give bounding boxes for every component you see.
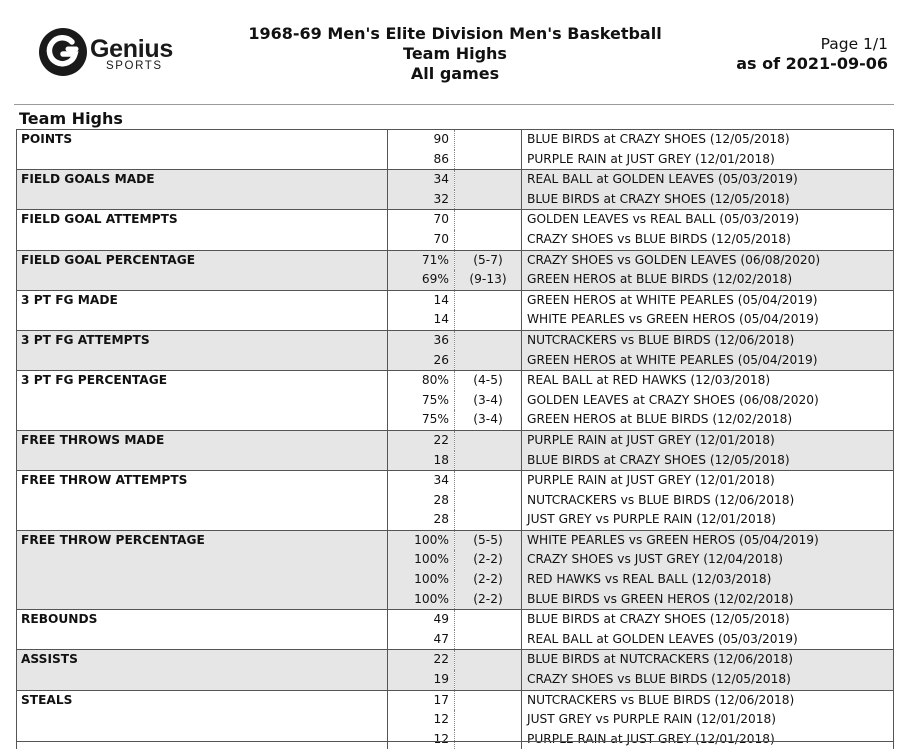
game-description: BLUE BIRDS at CRAZY SHOES (12/05/2018)	[522, 610, 894, 630]
stat-category	[17, 210, 894, 250]
title-report-name: Team Highs	[403, 44, 507, 63]
stat-value: 17	[388, 690, 455, 710]
category-label	[17, 670, 388, 690]
stat-detail	[455, 290, 522, 310]
game-description: REAL BALL at GOLDEN LEAVES (05/03/2019)	[522, 170, 894, 190]
category-label: ASSISTS	[17, 650, 388, 670]
title-scope: All games	[410, 64, 500, 83]
game-description: NUTCRACKERS vs BLUE BIRDS (12/06/2018)	[522, 690, 894, 710]
category-label: 3 PT FG ATTEMPTS	[17, 330, 388, 350]
stat-category	[17, 530, 894, 609]
game-description: PURPLE RAIN at JUST GREY (12/01/2018)	[522, 430, 894, 450]
stat-value: 28	[388, 491, 455, 511]
stat-detail	[455, 650, 522, 670]
stat-value: 47	[388, 630, 455, 650]
category-label: FREE THROWS MADE	[17, 430, 388, 450]
stat-category	[17, 430, 894, 470]
stat-value: 22	[388, 650, 455, 670]
category-label	[17, 730, 388, 749]
game-description: RED HAWKS vs REAL BALL (12/03/2018)	[522, 570, 894, 590]
stat-detail	[455, 491, 522, 511]
game-description: BLUE BIRDS vs GREEN HEROS (12/02/2018)	[522, 590, 894, 610]
stat-detail	[455, 210, 522, 230]
stat-detail: (5-5)	[455, 530, 522, 550]
stat-detail: (5-7)	[455, 250, 522, 270]
category-label: FIELD GOAL ATTEMPTS	[17, 210, 388, 230]
section-title: Team Highs	[19, 109, 123, 128]
genius-g-logo-icon	[38, 27, 88, 77]
stat-detail: (9-13)	[455, 270, 522, 290]
stat-category	[17, 290, 894, 330]
stat-value: 34	[388, 471, 455, 491]
as-of-date: as of 2021-09-06	[736, 54, 888, 73]
table-row	[17, 351, 894, 371]
stat-value: 12	[388, 710, 455, 730]
page-info	[736, 35, 888, 73]
game-description: GREEN HEROS at WHITE PEARLES (05/04/2019)	[522, 351, 894, 371]
stat-detail	[455, 130, 522, 150]
stat-value: 100%	[388, 570, 455, 590]
table-row	[17, 550, 894, 570]
stat-detail	[455, 310, 522, 330]
category-label	[17, 550, 388, 570]
table-row	[17, 670, 894, 690]
stat-detail	[455, 610, 522, 630]
stat-detail: (3-4)	[455, 410, 522, 430]
table-row	[17, 230, 894, 250]
category-label	[17, 710, 388, 730]
category-label	[17, 451, 388, 471]
game-description: GREEN HEROS at BLUE BIRDS (12/02/2018)	[522, 270, 894, 290]
stat-detail	[455, 451, 522, 471]
category-label	[17, 351, 388, 371]
stat-detail	[455, 430, 522, 450]
category-label	[17, 630, 388, 650]
game-description: BLUE BIRDS at NUTCRACKERS (12/06/2018)	[522, 650, 894, 670]
stat-detail	[455, 471, 522, 491]
game-description: CRAZY SHOES vs JUST GREY (12/04/2018)	[522, 550, 894, 570]
game-description: CRAZY SHOES vs GOLDEN LEAVES (06/08/2020)	[522, 250, 894, 270]
stat-detail: (3-4)	[455, 391, 522, 411]
stat-detail	[455, 710, 522, 730]
stat-value: 26	[388, 351, 455, 371]
category-label	[17, 310, 388, 330]
stat-value: 12	[388, 730, 455, 749]
category-label	[17, 491, 388, 511]
table-row	[17, 150, 894, 170]
table-row	[17, 690, 894, 710]
game-description: BLUE BIRDS at CRAZY SHOES (12/05/2018)	[522, 451, 894, 471]
category-label: REBOUNDS	[17, 610, 388, 630]
category-label: STEALS	[17, 690, 388, 710]
category-label	[17, 410, 388, 430]
stat-value: 14	[388, 290, 455, 310]
game-description: NUTCRACKERS vs BLUE BIRDS (12/06/2018)	[522, 330, 894, 350]
table-row	[17, 330, 894, 350]
game-description: BLUE BIRDS at CRAZY SHOES (12/05/2018)	[522, 130, 894, 150]
game-description: PURPLE RAIN at JUST GREY (12/01/2018)	[522, 730, 894, 749]
table-row	[17, 510, 894, 530]
table-row	[17, 650, 894, 670]
game-description: GOLDEN LEAVES vs REAL BALL (05/03/2019)	[522, 210, 894, 230]
game-description: REAL BALL at RED HAWKS (12/03/2018)	[522, 371, 894, 391]
table-bottom-rule	[16, 741, 893, 742]
stat-value: 90	[388, 130, 455, 150]
stat-detail	[455, 630, 522, 650]
table-row	[17, 451, 894, 471]
game-description: PURPLE RAIN at JUST GREY (12/01/2018)	[522, 150, 894, 170]
table-row	[17, 530, 894, 550]
table-row	[17, 190, 894, 210]
stat-detail: (2-2)	[455, 570, 522, 590]
header-divider	[14, 104, 894, 105]
category-label	[17, 230, 388, 250]
table-row	[17, 210, 894, 230]
table-row	[17, 610, 894, 630]
game-description: CRAZY SHOES vs BLUE BIRDS (12/05/2018)	[522, 230, 894, 250]
stat-value: 100%	[388, 550, 455, 570]
table-row	[17, 630, 894, 650]
stat-value: 49	[388, 610, 455, 630]
game-description: JUST GREY vs PURPLE RAIN (12/01/2018)	[522, 710, 894, 730]
stat-value: 75%	[388, 391, 455, 411]
table-row	[17, 730, 894, 749]
game-description: GOLDEN LEAVES at CRAZY SHOES (06/08/2020)	[522, 391, 894, 411]
stat-detail	[455, 670, 522, 690]
stat-category	[17, 471, 894, 531]
category-label: FREE THROW ATTEMPTS	[17, 471, 388, 491]
stat-value: 14	[388, 310, 455, 330]
category-label	[17, 190, 388, 210]
stat-category	[17, 130, 894, 170]
stat-detail	[455, 351, 522, 371]
game-description: GREEN HEROS at WHITE PEARLES (05/04/2019)	[522, 290, 894, 310]
stat-value: 22	[388, 430, 455, 450]
game-description: WHITE PEARLES vs GREEN HEROS (05/04/2019)	[522, 530, 894, 550]
logo-sub-text: SPORTS	[106, 60, 163, 72]
stat-category	[17, 371, 894, 431]
stat-detail	[455, 330, 522, 350]
title-competition: 1968-69 Men's Elite Division Men's Basketball	[248, 24, 662, 43]
table-row	[17, 270, 894, 290]
stat-detail: (2-2)	[455, 590, 522, 610]
category-label	[17, 150, 388, 170]
stat-value: 28	[388, 510, 455, 530]
table-row	[17, 410, 894, 430]
stat-detail: (4-5)	[455, 371, 522, 391]
table-row	[17, 371, 894, 391]
category-label: 3 PT FG MADE	[17, 290, 388, 310]
game-description: BLUE BIRDS at CRAZY SHOES (12/05/2018)	[522, 190, 894, 210]
game-description: WHITE PEARLES vs GREEN HEROS (05/04/2019)	[522, 310, 894, 330]
stat-detail	[455, 190, 522, 210]
table-row	[17, 290, 894, 310]
stat-value: 18	[388, 451, 455, 471]
stat-value: 32	[388, 190, 455, 210]
table-row	[17, 710, 894, 730]
table-row	[17, 570, 894, 590]
stat-value: 70	[388, 210, 455, 230]
category-label	[17, 510, 388, 530]
game-description: CRAZY SHOES vs BLUE BIRDS (12/05/2018)	[522, 670, 894, 690]
stat-value: 36	[388, 330, 455, 350]
category-label: 3 PT FG PERCENTAGE	[17, 371, 388, 391]
table-row	[17, 170, 894, 190]
category-label	[17, 590, 388, 610]
stat-value: 71%	[388, 250, 455, 270]
page-number: Page 1/1	[820, 35, 888, 53]
logo-brand-text: Genius	[90, 35, 173, 63]
stat-detail	[455, 690, 522, 710]
category-label	[17, 270, 388, 290]
table-row	[17, 250, 894, 270]
table-row	[17, 590, 894, 610]
stat-value: 34	[388, 170, 455, 190]
category-label: FIELD GOAL PERCENTAGE	[17, 250, 388, 270]
category-label: POINTS	[17, 130, 388, 150]
table-row	[17, 471, 894, 491]
team-highs-table	[16, 129, 894, 749]
stat-detail	[455, 150, 522, 170]
stat-value: 75%	[388, 410, 455, 430]
stat-detail	[455, 170, 522, 190]
stat-value: 100%	[388, 530, 455, 550]
table-row	[17, 310, 894, 330]
stat-detail	[455, 510, 522, 530]
stat-value: 69%	[388, 270, 455, 290]
stat-category	[17, 330, 894, 370]
category-label: FIELD GOALS MADE	[17, 170, 388, 190]
genius-sports-logo	[38, 27, 183, 77]
stat-category	[17, 170, 894, 210]
game-description: GREEN HEROS at BLUE BIRDS (12/02/2018)	[522, 410, 894, 430]
stat-category	[17, 250, 894, 290]
game-description: PURPLE RAIN at JUST GREY (12/01/2018)	[522, 471, 894, 491]
table-row	[17, 491, 894, 511]
stat-category	[17, 650, 894, 690]
stat-value: 19	[388, 670, 455, 690]
game-description: NUTCRACKERS vs BLUE BIRDS (12/06/2018)	[522, 491, 894, 511]
stat-detail	[455, 230, 522, 250]
stat-value: 70	[388, 230, 455, 250]
stat-value: 86	[388, 150, 455, 170]
table-row	[17, 430, 894, 450]
stat-value: 100%	[388, 590, 455, 610]
category-label	[17, 391, 388, 411]
game-description: JUST GREY vs PURPLE RAIN (12/01/2018)	[522, 510, 894, 530]
category-label	[17, 570, 388, 590]
category-label: FREE THROW PERCENTAGE	[17, 530, 388, 550]
stat-detail	[455, 730, 522, 749]
game-description: REAL BALL at GOLDEN LEAVES (05/03/2019)	[522, 630, 894, 650]
stat-value: 80%	[388, 371, 455, 391]
report-title	[200, 24, 710, 84]
stat-category	[17, 610, 894, 650]
table-row	[17, 391, 894, 411]
table-row	[17, 130, 894, 150]
stat-detail: (2-2)	[455, 550, 522, 570]
